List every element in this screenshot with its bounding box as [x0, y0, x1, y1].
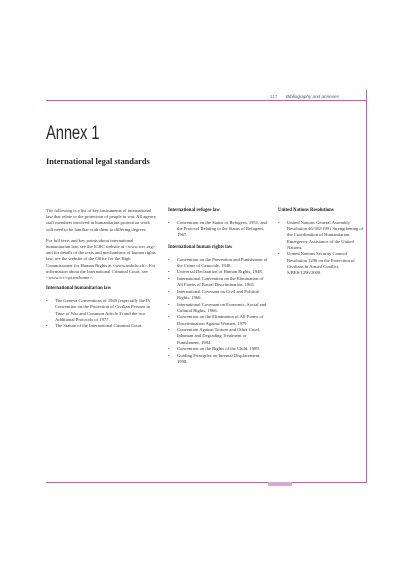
bullet-icon: •: [168, 276, 170, 281]
running-header: Bibliography and annexes: [286, 94, 339, 99]
header-tick: [366, 90, 367, 100]
human-rights-list: [168, 257, 268, 366]
annex-subtitle: International legal standards: [46, 157, 150, 166]
intro-paragraph: The following is a list of key instruments of international law that relate to the protection of people in war. All agency staff members involved in humanitarian protection work will need to be familiar with them to differing degrees.: [46, 208, 157, 232]
resources-paragraph: For full texts and key points about international humanitarian law, see the ICRC website at <www.icrc.org> and for details of the texts and mechanisms of human rights law, see the website of the Office for the High Commissioner for Human Rights at <www.unhchr.ch>. For information about the International Criminal Court, see <www.icc-cpi.int/home>.: [46, 237, 156, 281]
refugee-law-heading: International refugee law: [168, 208, 220, 213]
list-item: • The Geneva Conventions of 1949 (especially the IV Convention on the Protection of Civilian Persons in Time of War and Common Article 3) and the two Additional Protocols of 1977.: [46, 298, 151, 322]
un-resolutions-list: [278, 220, 364, 276]
ihl-heading: International humanitarian law: [46, 286, 112, 292]
human-rights-heading: International human rights law: [168, 244, 233, 250]
list-item: • Convention on the Status of Refugees, 1951, and the Protocol Relating to the Status of Refugees, 1967.: [168, 220, 267, 238]
list-item: • International Convention on the Elimination of All Forms of Racial Discrimination, 1965.: [168, 276, 264, 288]
list-item: • United Nations Security Council Resolution 1296 on the Protection of Civilians in Armed Conflict, S/RES/1296/2000.: [278, 251, 355, 276]
bullet-icon: •: [168, 346, 170, 352]
bullet-icon: •: [278, 220, 280, 225]
column-intro: [46, 208, 158, 336]
footer-tab: [268, 482, 292, 486]
annex-title: Annex 1: [46, 123, 100, 144]
header-rule: [46, 100, 366, 101]
column-un-resolutions: [278, 208, 364, 282]
bullet-icon: •: [168, 220, 170, 225]
right-border: [366, 100, 367, 482]
list-item: • Guiding Principles on Internal Displacement, 1998.: [168, 352, 261, 364]
bullet-icon: •: [168, 327, 170, 333]
list-item: • International Covenant on Civil and Political Rights, 1966.: [168, 288, 260, 300]
list-item: • Convention Against Torture and Other Cruel, Inhuman and Degrading Treatment or Punishment, 1984.: [168, 327, 261, 345]
bullet-icon: •: [278, 251, 280, 257]
bullet-icon: •: [168, 269, 170, 275]
list-item: • The Statute of the International Criminal Court.: [46, 323, 143, 329]
bullet-icon: •: [168, 352, 170, 358]
footer-rule: [46, 482, 367, 483]
bullet-icon: •: [168, 314, 170, 320]
bullet-icon: •: [46, 298, 48, 304]
bullet-icon: •: [168, 256, 170, 262]
refugee-list: [168, 220, 268, 239]
page-number: 117: [270, 94, 278, 99]
bullet-icon: •: [168, 301, 170, 307]
list-item: • Convention on the Elimination of All Forms of Discrimination Against Women, 1979.: [168, 314, 264, 326]
bullet-icon: •: [46, 323, 48, 329]
column-refugee-rights: [168, 208, 268, 371]
list-item: • Universal Declaration of Human Rights, 1948.: [168, 269, 263, 275]
un-resolutions-heading: United Nations Resolutions: [278, 208, 334, 213]
ihl-list: [46, 298, 158, 329]
bullet-icon: •: [168, 288, 170, 294]
list-item: • United Nations General Assembly Resolution 46/182/1991 Strengthening of the Coordination of Humanitarian Emergency Assistance of the United Nations.: [278, 220, 364, 250]
list-item: • International Covenant on Economic, Social and Cultural Rights, 1966.: [168, 301, 267, 313]
list-item: • Convention on the Prevention and Punishment of the Crime of Genocide, 1948.: [168, 256, 268, 268]
list-item: • Convention on the Rights of the Child, 1989.: [168, 346, 260, 352]
